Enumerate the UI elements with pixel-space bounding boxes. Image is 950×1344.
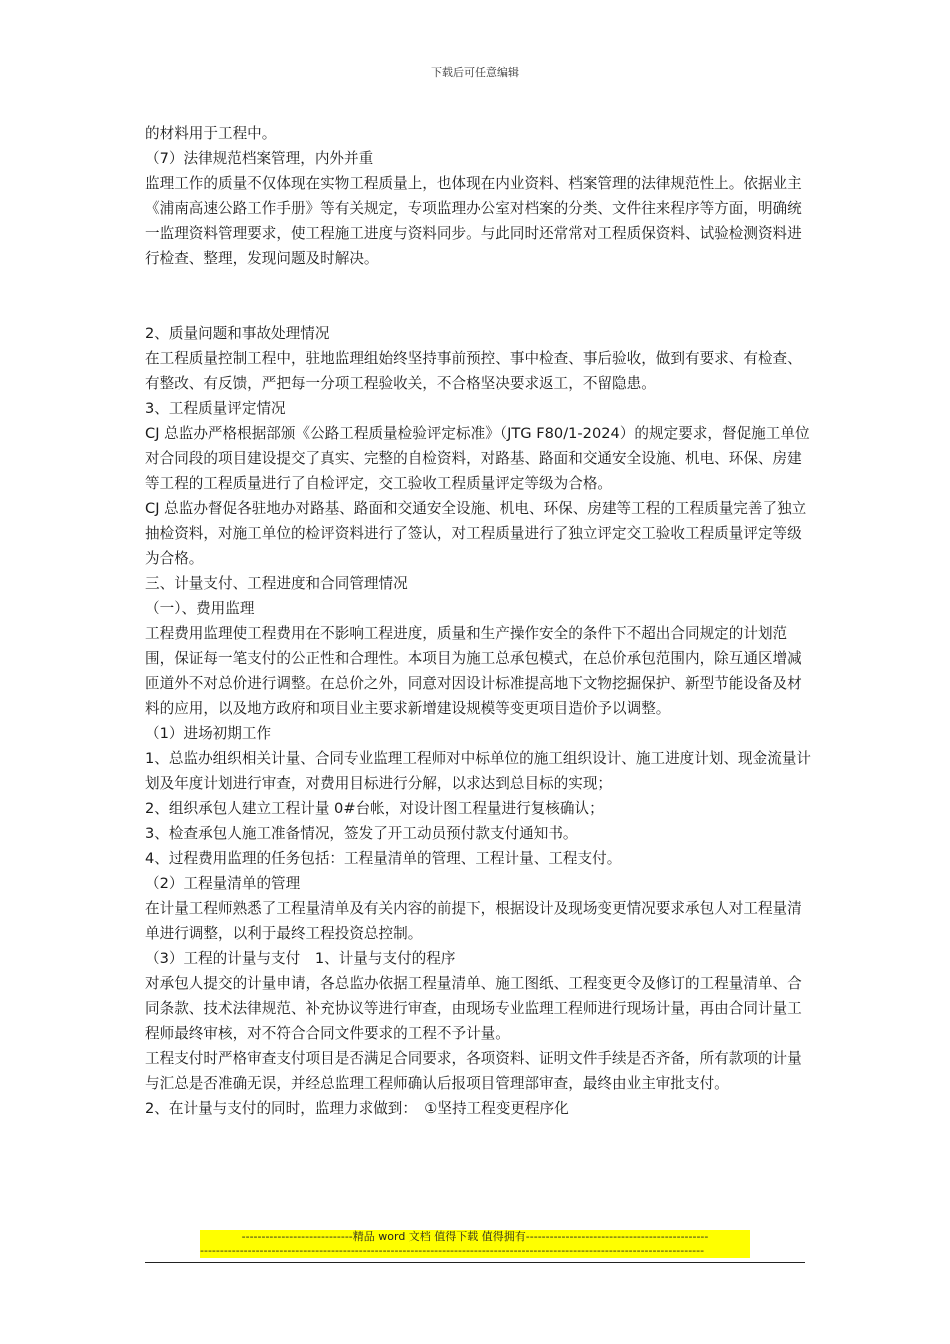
list-item: 3、检查承包人施工准备情况，签发了开工动员预付款支付通知书。 bbox=[145, 825, 578, 842]
section-heading: （7）法律规范档案管理，内外并重 bbox=[145, 150, 374, 167]
footer-banner bbox=[200, 1230, 750, 1258]
paragraph: 工程费用监理使工程费用在不影响工程进度，质量和生产操作安全的条件下不超出合同规定的计划范围，保证每一笔支付的公正性和合理性。本项目为施工总承包模式，在总价承包范围内，除互通区增减匝道外不对总价进行调整。在总价之外，同意对因设计标准提高地下文物挖掘保护、新型节能设备及材料的应用，以及地方政府和项目业主要求新增建设规模等变更项目造价予以调整。 bbox=[145, 625, 802, 717]
section-heading: （一）、费用监理 bbox=[145, 600, 255, 617]
list-item: 4、过程费用监理的任务包括：工程量清单的管理、工程计量、工程支付。 bbox=[145, 850, 622, 867]
list-item: 1、总监办组织相关计量、合同专业监理工程师对中标单位的施工组织设计、施工进度计划、现金流量计划及年度计划进行审查，对费用目标进行分解，以求达到总目标的实现； bbox=[145, 750, 812, 792]
paragraph: CJ 总监办督促各驻地办对路基、路面和交通安全设施、机电、环保、房建等工程的工程质量完善了独立抽检资料，对施工单位的检评资料进行了签认，对工程质量进行了独立评定交工验收工程质量评定等级为合格。 bbox=[145, 500, 807, 567]
paragraph: 在工程质量控制工程中，驻地监理组始终坚持事前预控、事中检查、事后验收，做到有要求、有检查、有整改、有反馈，严把每一分项工程验收关，不合格坚决要求返工，不留隐患。 bbox=[145, 350, 802, 392]
section-heading: 3、工程质量评定情况 bbox=[145, 400, 286, 417]
footer-divider bbox=[145, 1262, 805, 1263]
list-item: 2、在计量与支付的同时，监理力求做到： ①坚持工程变更程序化 bbox=[145, 1100, 569, 1117]
paragraph: CJ 总监办严格根据部颁《公路工程质量检验评定标准》（JTG F80/1-2024）的规定要求，督促施工单位对合同段的项目建设提交了真实、完整的自检资料，对路基、路面和交通安全设施、机电、环保、房建等工程的工程质量进行了自检评定，交工验收工程质量评定等级为合格。 bbox=[145, 425, 810, 492]
section-heading: 三、计量支付、工程进度和合同管理情况 bbox=[145, 575, 408, 592]
paragraph: 监理工作的质量不仅体现在实物工程质量上，也体现在内业资料、档案管理的法律规范性上。依据业主《浦南高速公路工作手册》等有关规定，专项监理办公室对档案的分类、文件往来程序等方面，明确统一监理资料管理要求，使工程施工进度与资料同步。与此同时还常常对工程质保资料、试验检测资料进行检查、整理，发现问题及时解决。 bbox=[145, 175, 802, 267]
paragraph: 的材料用于工程中。 bbox=[145, 125, 277, 142]
list-item: 2、组织承包人建立工程计量 0#台帐，对设计图工程量进行复核确认； bbox=[145, 800, 604, 817]
blank-line bbox=[145, 271, 813, 321]
document-body bbox=[145, 121, 813, 1121]
section-heading: （1）进场初期工作 bbox=[145, 725, 272, 742]
footer-banner-line: ------------------------------------------------------------------------------------------------------------------------------- bbox=[200, 1244, 705, 1257]
paragraph: 对承包人提交的计量申请，各总监办依据工程量清单、施工图纸、工程变更令及修订的工程量清单、合同条款、技术法律规范、补充协议等进行审查，由现场专业监理工程师进行现场计量，再由合同计量工程师最终审核，对不符合合同文件要求的工程不予计量。 bbox=[145, 975, 802, 1042]
paragraph: 工程支付时严格审查支付项目是否满足合同要求，各项资料、证明文件手续是否齐备，所有款项的计量与汇总是否准确无误，并经总监理工程师确认后报项目管理部审查，最终由业主审批支付。 bbox=[145, 1050, 802, 1092]
footer-banner-line: ----------------------------精品 word 文档 值得下载 值得拥有---------------------------------------------- bbox=[241, 1230, 709, 1243]
paragraph: 在计量工程师熟悉了工程量清单及有关内容的前提下，根据设计及现场变更情况要求承包人对工程量清单进行调整，以利于最终工程投资总控制。 bbox=[145, 900, 802, 942]
section-heading: 2、质量问题和事故处理情况 bbox=[145, 325, 330, 342]
section-heading: （2）工程量清单的管理 bbox=[145, 875, 301, 892]
page-header: 下载后可任意编辑 bbox=[431, 66, 519, 79]
section-heading: （3）工程的计量与支付 1、计量与支付的程序 bbox=[145, 950, 456, 967]
